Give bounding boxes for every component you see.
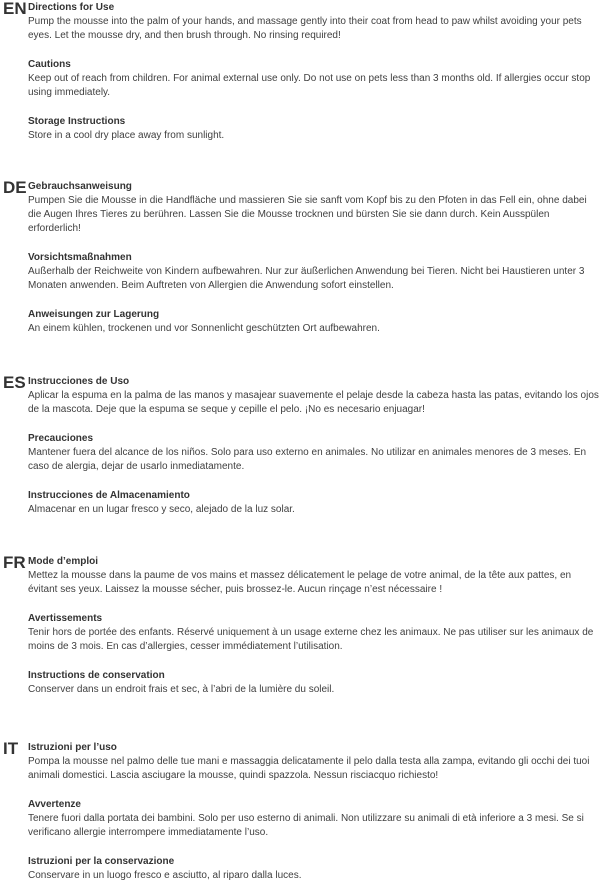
block-heading: Avertissements	[28, 613, 103, 624]
block-body: Pompa la mousse nel palmo delle tue mani e massaggia delicatamente il pelo dalla testa alla zampa, evitando gli occhi dei tuoi animali domestici. Lascia asciugare la mousse, quindi spazzola. Nessun risciacquo richiesto!	[28, 756, 590, 781]
language-code: FR	[3, 553, 26, 572]
block-heading: Vorsichtsmaßnahmen	[28, 252, 132, 263]
block-body: Mantener fuera del alcance de los niños. Solo para uso externo en animales. No utilizar en animales menores de 3 meses. En caso de alergia, dejar de usarlo inmediatamente.	[28, 447, 587, 472]
instruction-block	[28, 612, 600, 654]
block-heading: Instrucciones de Almacenamiento	[28, 490, 190, 501]
block-body: Mettez la mousse dans la paume de vos mains et massez délicatement le pelage de votre animal, de la tête aux pattes, en évitant ses yeux. Laissez la mousse sécher, puis brossez-le. Aucun rinçage n’est nécessaire !	[28, 570, 572, 595]
block-heading: Istruzioni per l’uso	[28, 742, 117, 753]
instruction-block	[28, 669, 600, 697]
language-code: ES	[3, 373, 26, 392]
block-body: Pumpen Sie die Mousse in die Handfläche und massieren Sie sie sanft vom Kopf bis zu den Pfoten in das Fell ein, ohne dabei die Augen Ihres Tieres zu berühren. Lassen Sie die Mousse trocknen und bürsten Sie sie dann durch. Kein Ausspülen erforderlich!	[28, 195, 587, 234]
instruction-block	[28, 251, 600, 293]
instruction-block	[28, 180, 600, 236]
language-section	[0, 555, 606, 697]
block-heading: Directions for Use	[28, 2, 115, 13]
block-body: Pump the mousse into the palm of your hands, and massage gently into their coat from head to paw whilst avoiding your pets eyes. Let the mousse dry, and then brush through. No rinsing required!	[28, 16, 582, 41]
language-code: EN	[3, 0, 27, 18]
block-body: Aplicar la espuma en la palma de las manos y masajear suavemente el pelaje desde la cabeza hasta las patas, evitando los ojos de la mascota. Deje que la espuma se seque y cepille el pelo. ¡No es necesario enjuagar!	[28, 390, 599, 415]
block-body: Tenere fuori dalla portata dei bambini. Solo per uso esterno di animali. Non utilizzare su animali di età inferiore a 3 mesi. Se si verificano allergie interrompere immediatamente l’uso.	[28, 813, 584, 838]
instruction-block	[28, 432, 600, 474]
section-content	[28, 741, 600, 883]
block-body: Store in a cool dry place away from sunlight.	[28, 130, 225, 141]
block-heading: Gebrauchsanweisung	[28, 181, 132, 192]
block-heading: Avvertenze	[28, 799, 81, 810]
block-body: Conservare in un luogo fresco e asciutto, al riparo dalla luces.	[28, 870, 302, 881]
language-code: IT	[3, 739, 19, 758]
section-content	[28, 375, 600, 517]
instruction-block	[28, 798, 600, 840]
language-section	[0, 180, 606, 336]
language-section	[0, 375, 606, 517]
block-heading: Istruzioni per la conservazione	[28, 856, 175, 867]
block-body: Außerhalb der Reichweite von Kindern aufbewahren. Nur zur äußerlichen Anwendung bei Tieren. Nicht bei Haustieren unter 3 Monaten anwenden. Beim Auftreten von Allergien die Anwendung sofort einstellen.	[28, 266, 585, 291]
block-body: An einem kühlen, trockenen und vor Sonnenlicht geschützten Ort aufbewahren.	[28, 323, 380, 334]
instruction-block	[28, 741, 600, 783]
block-body: Conserver dans un endroit frais et sec, à l’abri de la lumière du soleil.	[28, 684, 335, 695]
block-heading: Mode d’emploi	[28, 556, 98, 567]
block-body: Tenir hors de portée des enfants. Réservé uniquement à un usage externe chez les animaux. Ne pas utiliser sur les animaux de moins de 3 mois. En cas d’allergies, cesser immédiatement l’utilisation.	[28, 627, 594, 652]
block-heading: Anweisungen zur Lagerung	[28, 309, 160, 320]
language-code: DE	[3, 178, 27, 197]
block-body: Keep out of reach from children. For animal external use only. Do not use on pets less than 3 months old. If allergies occur stop using immediately.	[28, 73, 591, 98]
instruction-block	[28, 489, 600, 517]
section-content	[28, 180, 600, 336]
instruction-block	[28, 375, 600, 417]
instruction-block	[28, 555, 600, 597]
block-heading: Instrucciones de Uso	[28, 376, 130, 387]
block-heading: Precauciones	[28, 433, 94, 444]
block-heading: Instructions de conservation	[28, 670, 165, 681]
block-body: Almacenar en un lugar fresco y seco, alejado de la luz solar.	[28, 504, 295, 515]
instruction-block	[28, 115, 600, 143]
language-section	[0, 741, 606, 883]
language-section	[0, 1, 606, 143]
block-heading: Cautions	[28, 59, 71, 70]
instruction-block	[28, 58, 600, 100]
section-content	[28, 555, 600, 697]
instruction-block	[28, 1, 600, 43]
block-heading: Storage Instructions	[28, 116, 126, 127]
instruction-block	[28, 308, 600, 336]
section-content	[28, 1, 600, 143]
